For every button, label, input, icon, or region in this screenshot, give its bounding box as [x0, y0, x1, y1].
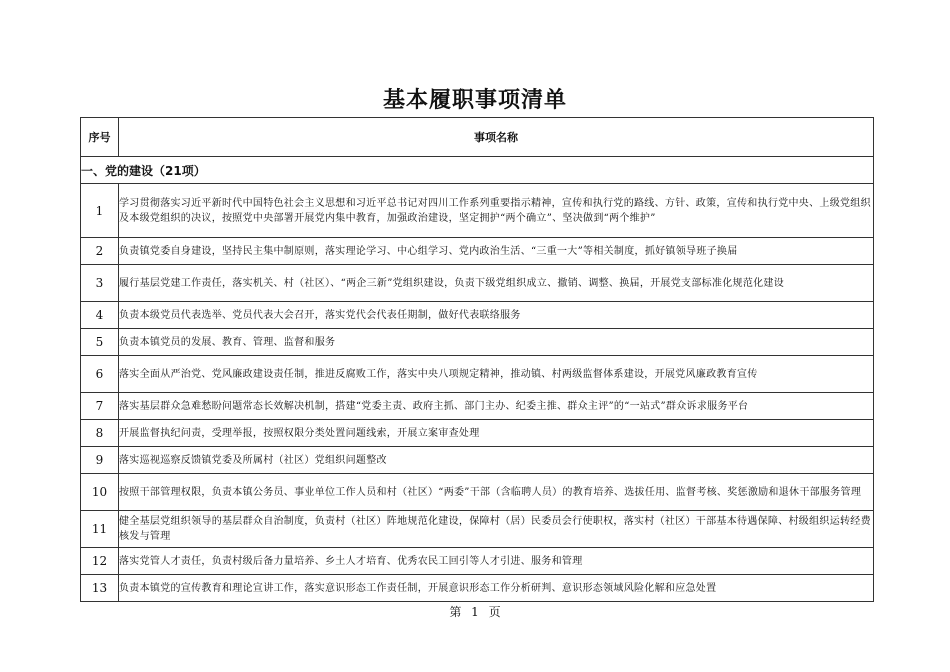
row-number: 11: [81, 511, 119, 548]
row-number: 9: [81, 447, 119, 474]
row-item-text: 负责本级党员代表选举、党员代表大会召开，落实党代会代表任期制，做好代表联络服务: [119, 302, 874, 329]
row-number: 3: [81, 265, 119, 302]
row-item-text: 负责镇党委自身建设，坚持民主集中制原则，落实理论学习、中心组学习、党内政治生活、“三重一大”等相关制度，抓好镇领导班子换届: [119, 238, 874, 265]
row-number: 10: [81, 474, 119, 511]
section-row: [81, 157, 874, 184]
row-number: 7: [81, 393, 119, 420]
row-item-text: 负责本镇党员的发展、教育、管理、监督和服务: [119, 329, 874, 356]
row-number: 4: [81, 302, 119, 329]
table-row: [81, 575, 874, 602]
table-row: [81, 511, 874, 548]
table-row: [81, 447, 874, 474]
row-number: 8: [81, 420, 119, 447]
table-row: [81, 356, 874, 393]
row-item-text: 落实党管人才责任，负责村级后备力量培养、乡土人才培育、优秀农民工回引等人才引进、服务和管理: [119, 548, 874, 575]
table-header-row: [81, 118, 874, 157]
row-item-text: 落实全面从严治党、党风廉政建设责任制，推进反腐败工作，落实中央八项规定精神，推动镇、村两级监督体系建设，开展党风廉政教育宣传: [119, 356, 874, 393]
table-row: [81, 474, 874, 511]
row-number: 2: [81, 238, 119, 265]
row-number: 12: [81, 548, 119, 575]
table-body: [81, 184, 874, 602]
row-number: 1: [81, 184, 119, 238]
row-item-text: 开展监督执纪问责，受理举报，按照权限分类处置问题线索，开展立案审查处理: [119, 420, 874, 447]
table-row: [81, 302, 874, 329]
table-row: [81, 329, 874, 356]
table-row: [81, 265, 874, 302]
table-row: [81, 238, 874, 265]
header-name: 事项名称: [119, 118, 874, 157]
header-no: 序号: [81, 118, 119, 157]
row-item-text: 学习贯彻落实习近平新时代中国特色社会主义思想和习近平总书记对四川工作系列重要指示精神，宣传和执行党的路线、方针、政策，宣传和执行党中央、上级党组织及本级党组织的决议，按照党中央部署开展党内集中教育，加强政治建设，坚定拥护“两个确立”、坚决做到“两个维护”: [119, 184, 874, 238]
table-row: [81, 393, 874, 420]
row-number: 6: [81, 356, 119, 393]
page-title: 基本履职事项清单: [382, 88, 567, 113]
page-number: 第 1 页: [449, 605, 501, 619]
duty-list-table: [80, 117, 874, 602]
table-row: [81, 420, 874, 447]
row-item-text: 按照干部管理权限，负责本镇公务员、事业单位工作人员和村（社区）“两委”干部（含临聘人员）的教育培养、选拔任用、监督考核、奖惩激励和退休干部服务管理: [119, 474, 874, 511]
row-item-text: 健全基层党组织领导的基层群众自治制度，负责村（社区）阵地规范化建设，保障村（居）民委员会行使职权，落实村（社区）干部基本待遇保障、村级组织运转经费核发与管理: [119, 511, 874, 548]
table-row: [81, 184, 874, 238]
row-item-text: 落实基层群众急难愁盼问题常态长效解决机制，搭建“党委主责、政府主抓、部门主办、纪委主推、群众主评”的“一站式”群众诉求服务平台: [119, 393, 874, 420]
row-number: 13: [81, 575, 119, 602]
row-item-text: 负责本镇党的宣传教育和理论宣讲工作，落实意识形态工作责任制，开展意识形态工作分析研判、意识形态领域风险化解和应急处置: [119, 575, 874, 602]
row-item-text: 落实巡视巡察反馈镇党委及所属村（社区）党组织问题整改: [119, 447, 874, 474]
row-item-text: 履行基层党建工作责任，落实机关、村（社区）、“两企三新”党组织建设，负责下级党组织成立、撤销、调整、换届，开展党支部标准化规范化建设: [119, 265, 874, 302]
row-number: 5: [81, 329, 119, 356]
section-title: 一、党的建设（21项）: [81, 157, 874, 184]
table-row: [81, 548, 874, 575]
